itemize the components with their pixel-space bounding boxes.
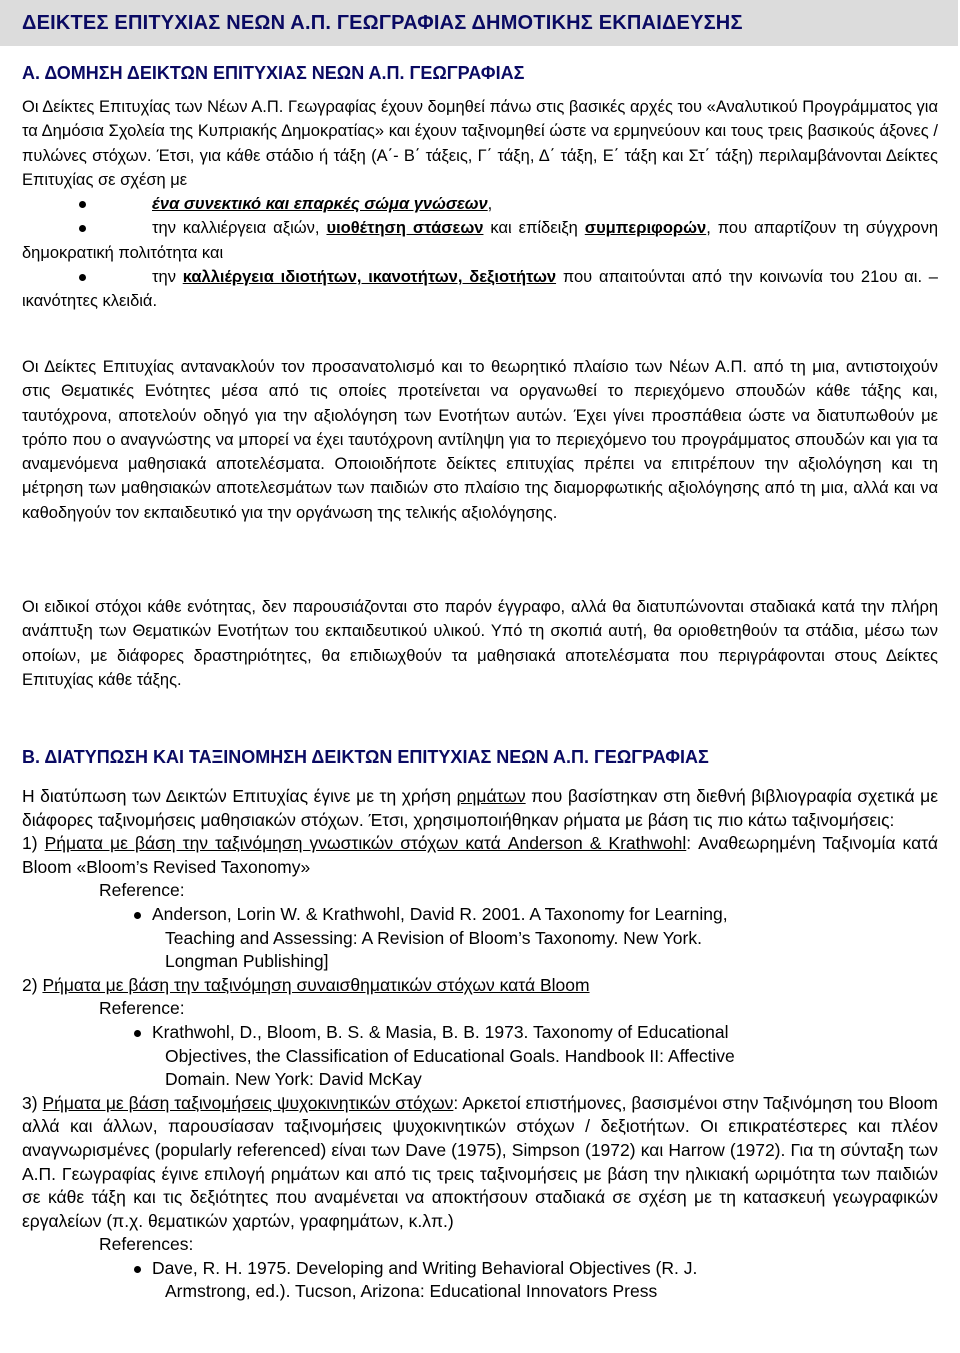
reference-3-line-1: Dave, R. H. 1975. Developing and Writing Behavioral Objectives (R. J. — [152, 1257, 698, 1278]
bullet-values-behaviours: συμπεριφορών — [584, 219, 707, 238]
section-a-intro: Οι Δείκτες Επιτυχίας των Νέων Α.Π. Γεωγραφίας έχουν δομηθεί πάνω στις βασικές αρχές του «Αναλυτικού Προγράμματος για τα Δημόσια Σχολεία της Κυπριακής Δημοκρατίας» και έχουν ταξινομηθεί ώστε να ερμηνεύουν και τους τρεις βασικούς άξονες / πυλώνες στόχων. Έτσι, για κάθε στάδιο ή τάξη (Α΄- Β΄ τάξεις, Γ΄ τάξη, Δ΄ τάξη, Ε΄ τάξη και Στ΄ τάξη) περιλαμβάνονται Δείκτες Επιτυχίας σε σχέση με — [22, 98, 938, 189]
reference-2-line-3: Domain. New York: David McKay — [165, 1069, 422, 1090]
item-1-number: 1) — [22, 833, 45, 854]
reference-1-line-1: Anderson, Lorin W. & Krathwohl, David R. 2001. A Taxonomy for Learning, — [152, 903, 728, 924]
bullet-dot-icon — [134, 912, 141, 919]
section-b-intro — [22, 785, 938, 832]
item-2-title: Ρήματα με βάση την ταξινόμηση συναισθηματικών στόχων κατά Bloom — [42, 974, 590, 995]
section-b-heading: Β. ΔΙΑΤΥΠΩΣΗ ΚΑΙ ΤΑΞΙΝΟΜΗΣΗ ΔΕΙΚΤΩΝ ΕΠΙΤΥΧΙΑΣ ΝΕΩΝ Α.Π. ΓΕΩΓΡΑΦΙΑΣ — [22, 747, 709, 767]
reference-2-line-1: Krathwohl, D., Bloom, B. S. & Masia, B. B. 1973. Taxonomy of Educational — [152, 1021, 729, 1042]
document-title: ΔΕΙΚΤΕΣ ΕΠΙΤΥΧΙΑΣ ΝΕΩΝ Α.Π. ΓΕΩΓΡΑΦΙΑΣ ΔΗΜΟΤΙΚΗΣ ΕΚΠΑΙΔΕΥΣΗΣ — [22, 12, 743, 34]
bullet-dot-icon — [134, 1030, 141, 1037]
reference-1 — [22, 903, 938, 927]
item-1-description: : Αναθεωρημένη Ταξινομία κατά Bloom «Bloom’s Revised Taxonomy» — [22, 833, 938, 877]
bullet-dot-icon — [79, 274, 86, 281]
reference-3-line-2: Armstrong, ed.). Tucson, Arizona: Educational Innovators Press — [165, 1281, 658, 1302]
section-b-verbs: ρημάτων — [456, 786, 526, 806]
item-3-description: : Αρκετοί επιστήμονες, βασισμένοι στην Ταξινόμηση του Bloom αλλά και άλλων, παρουσίασαν ταξινομήσεις ψυχοκινητικών στόχων / δεξιοτήτων. Οι επικρατέστερες και πλέον αναγνωρισμένες (popularly referenced) είναι των Dave (1975), Simpson (1972) και Harrow (1972). Για τη σύνταξη των Α.Π. Γεωγραφίας έγινε επιλογή ρημάτων και από τις τρεις ταξινομήσεις με βάση την ηλικιακή ωριμότητα των παιδιών σε κάθε τάξη και τις δεξιότητες που αναμένεται να αποκτήσουν σταδιακά σε σχέση με τη κατασκευή γεωγραφικών εργαλείων (π.χ. θεματικών χαρτών, γραφημάτων, κ.λπ.) — [22, 1092, 938, 1231]
bullet-values — [22, 216, 938, 265]
bullet-knowledge-end: , — [487, 195, 493, 214]
item-2 — [22, 974, 938, 998]
reference-1-line-2: Teaching and Assessing: A Revision of Bloom’s Taxonomy. New York. — [165, 927, 702, 948]
section-a-heading: Α. ΔΟΜΗΣΗ ΔΕΙΚΤΩΝ ΕΠΙΤΥΧΙΑΣ ΝΕΩΝ Α.Π. ΓΕΩΓΡΑΦΙΑΣ — [22, 63, 525, 83]
section-b-body — [22, 785, 938, 1304]
reference-2 — [22, 1021, 938, 1045]
bullet-dot-icon — [79, 201, 86, 208]
reference-3 — [22, 1257, 938, 1281]
bullet-knowledge-text: ένα συνεκτικό και επαρκές σώμα γνώσεων — [152, 195, 488, 214]
reference-label-2: Reference: — [99, 998, 185, 1019]
item-1-title: Ρήματα με βάση την ταξινόμηση γνωστικών στόχων κατά Anderson & Krathwohl — [44, 833, 687, 854]
bullet-values-mid: και επίδειξη — [483, 219, 585, 238]
section-a-body — [22, 95, 938, 314]
reference-label-1: Reference: — [99, 880, 185, 901]
bullet-knowledge — [22, 192, 938, 216]
bullet-skills-start: την — [152, 268, 183, 287]
bullet-skills-end: που απαιτούνται από την κοινωνία του 21ου αι. – ικανότητες κλειδιά. — [22, 268, 938, 311]
item-3 — [22, 1092, 938, 1234]
bullet-values-attitudes: υιοθέτηση στάσεων — [326, 219, 484, 238]
bullet-skills-text: καλλιέργεια ιδιοτήτων, ικανοτήτων, δεξιοτήτων — [182, 268, 557, 287]
bullet-dot-icon — [79, 225, 86, 232]
item-2-number: 2) — [22, 974, 43, 995]
reference-2-line-2: Objectives, the Classification of Educational Goals. Handbook II: Affective — [165, 1045, 735, 1066]
item-1 — [22, 832, 938, 879]
item-3-title: Ρήματα με βάση ταξινομήσεις ψυχοκινητικών στόχων — [42, 1092, 454, 1113]
reference-1-line-3: Longman Publishing] — [165, 951, 329, 972]
references-label-3: References: — [99, 1234, 194, 1255]
item-3-number: 3) — [22, 1092, 43, 1113]
section-a-paragraph-3: Οι ειδικοί στόχοι κάθε ενότητας, δεν παρουσιάζονται στο παρόν έγγραφο, αλλά θα διατυπώνονται σταδιακά κατά την πλήρη ανάπτυξη των Θεματικών Ενοτήτων του εκπαιδευτικού υλικού. Υπό τη σκοπιά αυτή, θα οριοθετηθούν τα στάδια, μέσω των οποίων, με διάφορες δραστηριότητες, θα επιδιωχθούν τα μαθησιακά αποτελέσματα που περιγράφονται στους Δείκτες Επιτυχίας κάθε τάξης. — [22, 598, 938, 689]
section-b-intro-start: Η διατύπωση των Δεικτών Επιτυχίας έγινε με τη χρήση — [22, 786, 457, 806]
bullet-values-text: την καλλιέργεια αξιών, — [152, 219, 327, 238]
bullet-skills — [22, 265, 938, 314]
section-a-paragraph-2: Οι Δείκτες Επιτυχίας αντανακλούν τον προσανατολισμό και το θεωρητικό πλαίσιο των Νέων Α.Π. από τη μια, αντιστοιχούν στις Θεματικές Ενότητες μέσα από τις οποίες προτείνεται να οργανωθεί το περιεχόμενο σπουδών κάθε τάξης και, ταυτόχρονα, αποτελούν οδηγό για την αξιολόγηση των Ενοτήτων αυτών. Έχει γίνει προσπάθεια ώστε να διατυπωθούν με τρόπο που ο αναγνώστης να μπορεί να έχει ταυτόχρονη αντίληψη για το περιεχόμενο του προγράμματος σπουδών και για τα αναμενόμενα μαθησιακά αποτελέσματα. Οποιοιδήποτε δείκτες επιτυχίας πρέπει να επιτρέπουν την αξιολόγηση και τη μέτρηση των μαθησιακών αποτελεσμάτων των παιδιών στο πλαίσιο της διαμορφωτικής αξιολόγησης από τη μια, αλλά και να καθοδηγούν τον εκπαιδευτικό για την οργάνωση της τελικής αξιολόγησης. — [22, 358, 938, 522]
section-b-intro-end: που βασίστηκαν στη διεθνή βιβλιογραφία σχετικά με διάφορες ταξινομήσεις μαθησιακών στόχων. Έτσι, χρησιμοποιήθηκαν ρήματα με βάση τις πιο κάτω ταξινομήσεις: — [22, 786, 938, 830]
bullet-dot-icon — [134, 1266, 141, 1273]
bullet-values-end: , που απαρτίζουν τη σύγχρονη δημοκρατική πολιτότητα και — [22, 219, 939, 262]
